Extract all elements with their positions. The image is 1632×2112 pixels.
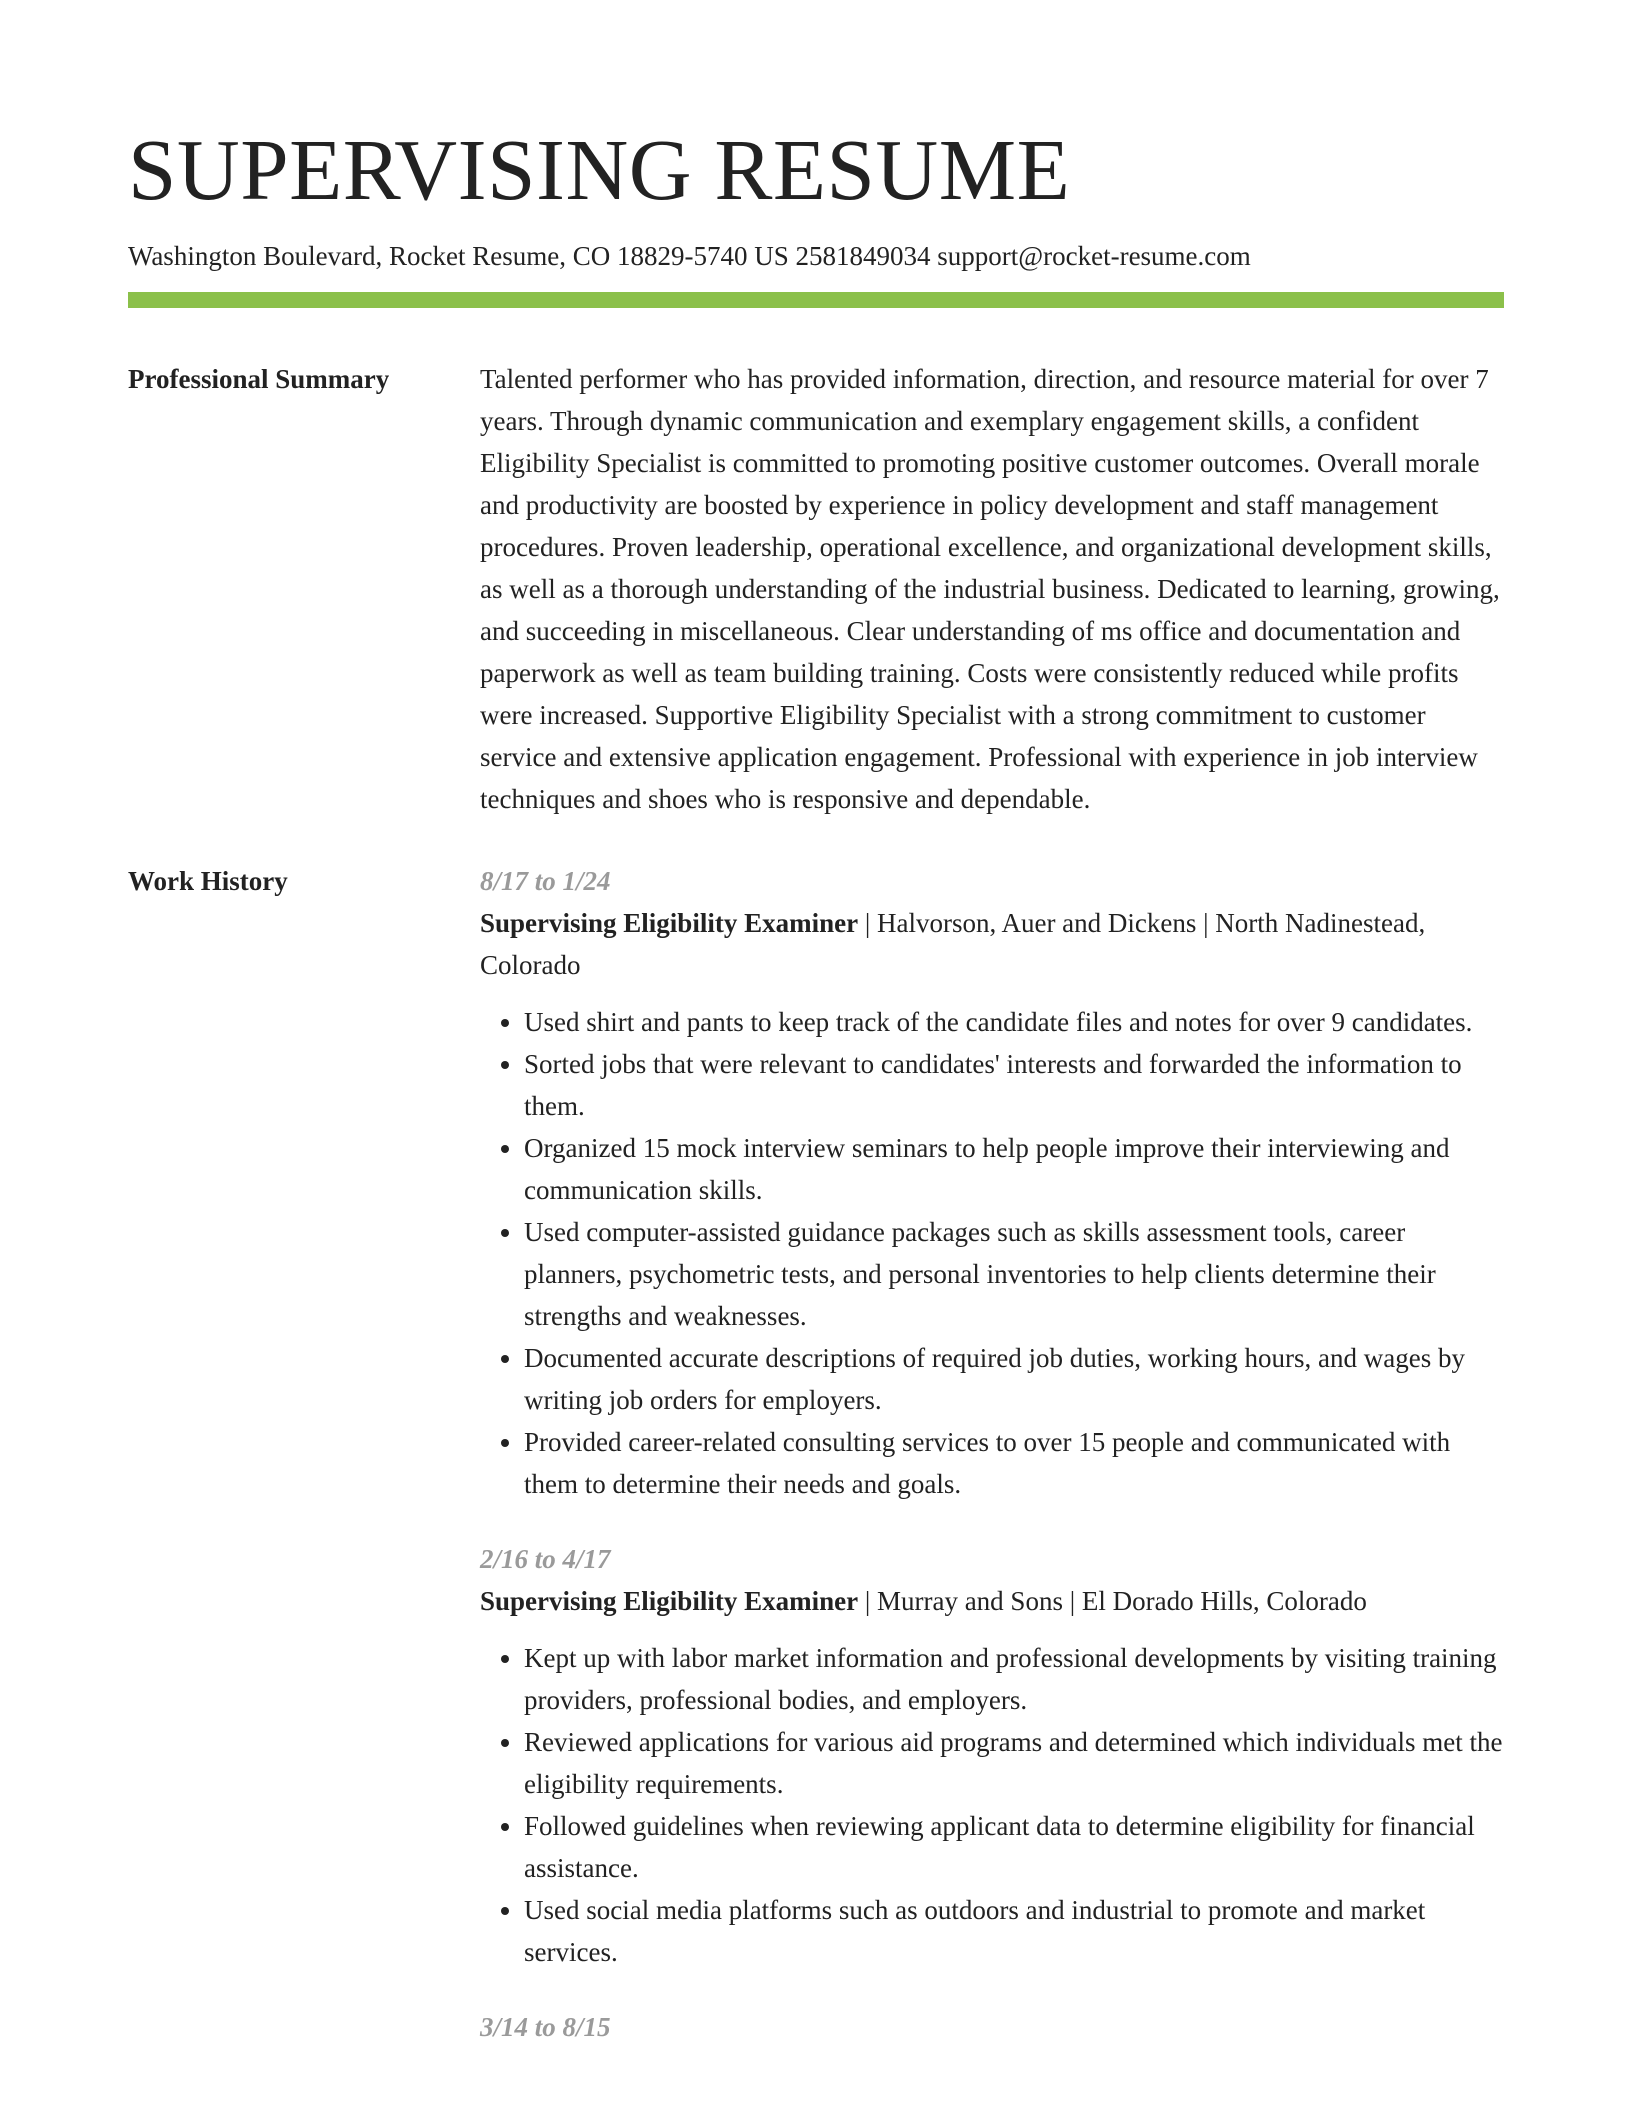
section-heading-work-history: Work History — [128, 866, 288, 896]
job-entry — [480, 1538, 1504, 1973]
job-title: Supervising Eligibility Examiner — [480, 1586, 859, 1616]
summary-text: Talented performer who has provided information, direction, and resource material for over 7 years. Through dynamic communication and exemplary engagement skills, a confident Eligibility Specialist is committed to promoting positive customer outcomes. Overall morale and productivity are boosted by experience in policy development and staff management procedures. Proven leadership, operational excellence, and organizational development skills, as well as a thorough understanding of the industrial business. Dedicated to learning, growing, and succeeding in miscellaneous. Clear understanding of ms office and documentation and paperwork as well as team building training. Costs were consistently reduced while profits were increased. Supportive Eligibility Specialist with a strong commitment to customer service and extensive application engagement. Professional with experience in job interview techniques and shoes who is responsive and dependable. — [480, 364, 1500, 814]
job-dates: 3/14 to 8/15 — [480, 2012, 611, 2042]
job-bullet-list — [480, 1637, 1504, 1973]
summary-body — [480, 358, 1504, 820]
work-history-section — [128, 860, 1504, 2081]
section-heading-professional-summary: Professional Summary — [128, 364, 390, 394]
job-employer-location: | Murray and Sons | El Dorado Hills, Colorado — [858, 1586, 1367, 1616]
header-divider — [128, 292, 1504, 308]
resume-page — [128, 0, 1504, 2081]
job-entry — [480, 860, 1504, 1505]
job-bullet: • Followed guidelines when reviewing applicant data to determine eligibility for financial assistance. — [524, 1805, 1504, 1889]
job-bullet: • Used shirt and pants to keep track of the candidate files and notes for over 9 candidates. — [524, 1001, 1504, 1043]
work-history-body — [480, 860, 1504, 2081]
contact-info: Washington Boulevard, Rocket Resume, CO 18829-5740 US 2581849034 support@rocket-resume.com — [128, 241, 1251, 271]
job-bullet: • Documented accurate descriptions of required job duties, working hours, and wages by writing job orders for employers. — [524, 1337, 1504, 1421]
job-dates: 2/16 to 4/17 — [480, 1544, 611, 1574]
job-header — [480, 1580, 1504, 1622]
job-entry — [480, 2006, 1504, 2048]
job-dates: 8/17 to 1/24 — [480, 866, 611, 896]
job-employer-location: | Halvorson, Auer and Dickens | North Nadinestead, Colorado — [480, 908, 1426, 980]
resume-title: SUPERVISING RESUME — [128, 121, 1071, 218]
professional-summary-section — [128, 358, 1504, 820]
job-bullet: • Provided career-related consulting services to over 15 people and communicated with them to determine their needs and goals. — [524, 1421, 1504, 1505]
job-title: Supervising Eligibility Examiner — [480, 908, 859, 938]
job-bullet: • Kept up with labor market information and professional developments by visiting training providers, professional bodies, and employers. — [524, 1637, 1504, 1721]
job-bullet-list — [480, 1001, 1504, 1505]
job-bullet: • Reviewed applications for various aid programs and determined which individuals met the eligibility requirements. — [524, 1721, 1504, 1805]
job-bullet: • Sorted jobs that were relevant to candidates' interests and forwarded the information to them. — [524, 1043, 1504, 1127]
job-bullet: • Used social media platforms such as outdoors and industrial to promote and market services. — [524, 1889, 1504, 1973]
job-header — [480, 902, 1504, 986]
job-bullet: • Used computer-assisted guidance packages such as skills assessment tools, career planners, psychometric tests, and personal inventories to help clients determine their strengths and weaknesses. — [524, 1211, 1504, 1337]
job-bullet: • Organized 15 mock interview seminars to help people improve their interviewing and communication skills. — [524, 1127, 1504, 1211]
